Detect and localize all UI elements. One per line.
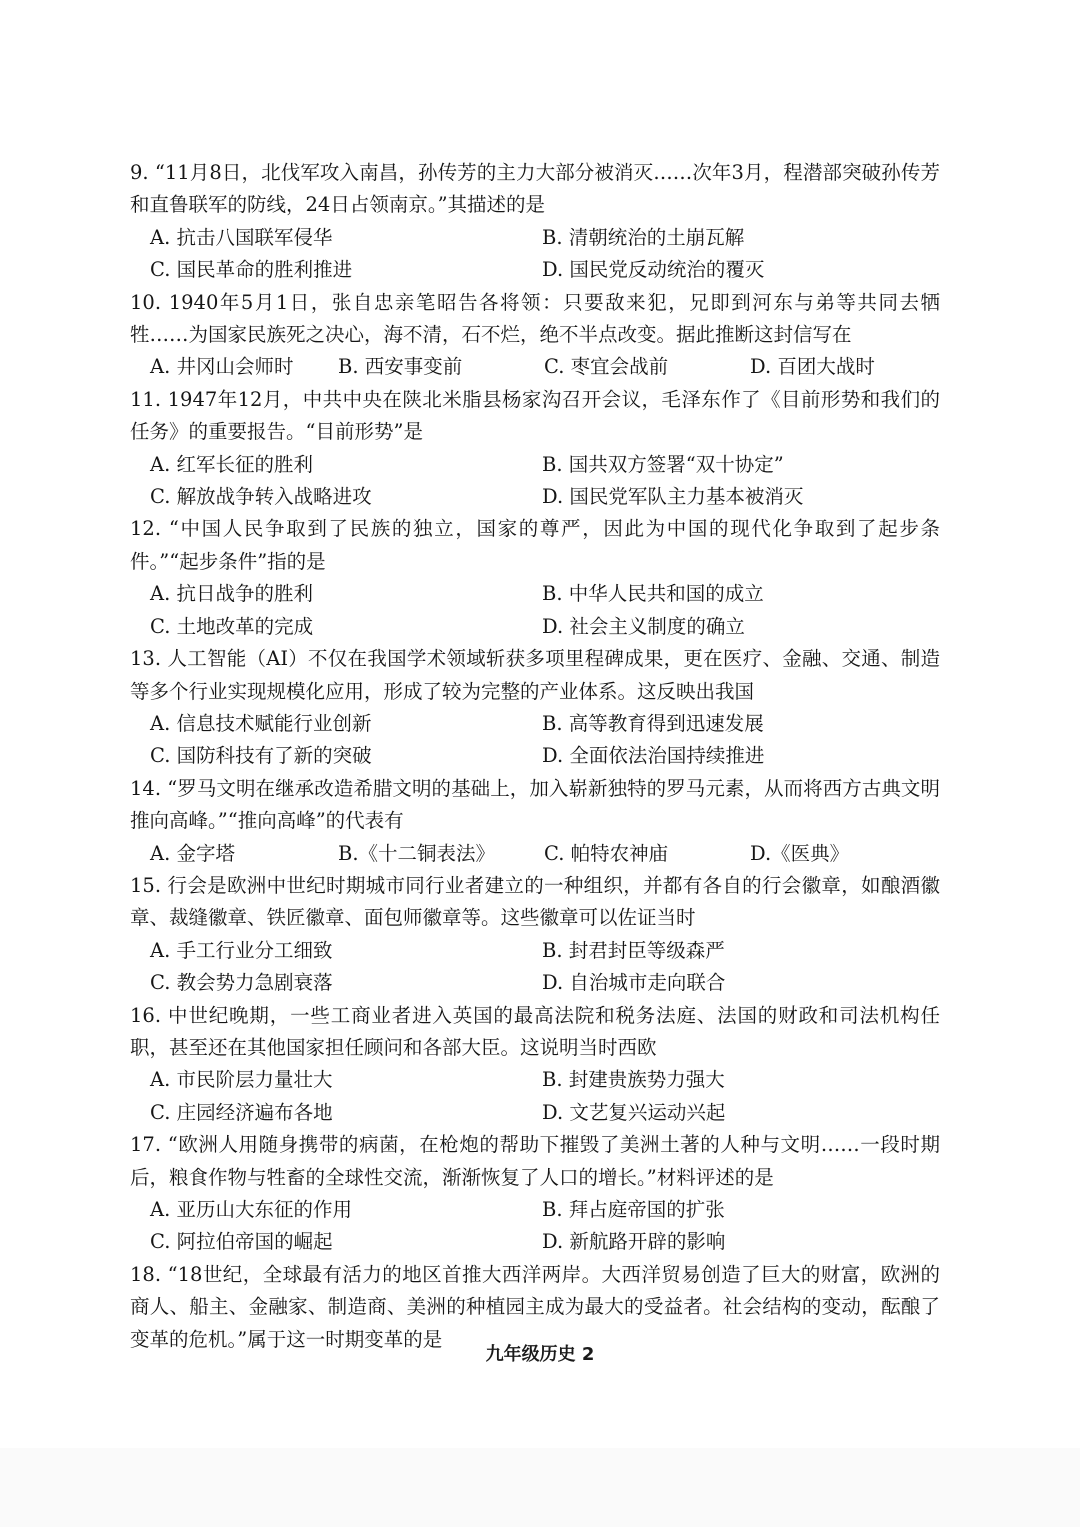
answer-option: D. 新航路开辟的影响 — [542, 1230, 726, 1254]
question-block — [130, 773, 940, 870]
answer-option: B. 拜占庭帝国的扩张 — [542, 1198, 725, 1221]
answer-option: D. 文艺复兴运动兴起 — [542, 1100, 726, 1124]
answer-option: C. 帕特农神庙 — [544, 841, 669, 865]
option-list — [130, 578, 940, 643]
answer-option: A. 信息技术赋能行业创新 — [150, 711, 372, 735]
answer-option: A. 亚历山大东征的作用 — [150, 1198, 352, 1221]
answer-option: C. 土地改革的完成 — [150, 614, 314, 638]
option-list — [130, 222, 940, 287]
question-stem: 16. 中世纪晚期，一些工商业者进入英国的最高法院和税务法庭、法国的财政和司法机构任职，甚至还在其他国家担任顾问和各部大臣。这说明当时西欧 — [130, 1003, 940, 1059]
answer-option: B. 西安事变前 — [338, 355, 463, 379]
question-stem: 18. “18世纪，全球最有活力的地区首推大西洋两岸。大西洋贸易创造了巨大的财富，欧洲的商人、船主、金融家、制造商、美洲的种植园主成为最大的受益者。社会结构的变动，酝酿了变革的危机。”属于这一时期变革的是 — [130, 1262, 940, 1351]
question-block — [130, 384, 940, 514]
answer-option: B.《十二铜表法》 — [338, 841, 496, 865]
question-block — [130, 1000, 940, 1130]
answer-option: A. 抗击八国联军侵华 — [150, 225, 333, 249]
question-stem: 11. 1947年12月，中共中央在陕北米脂县杨家沟召开会议，毛泽东作了《目前形势和我们的任务》的重要报告。“目前形势”是 — [130, 387, 940, 444]
answer-option: B. 封建贵族势力强大 — [542, 1068, 725, 1092]
answer-option: A. 市民阶层力量壮大 — [150, 1068, 333, 1092]
question-block — [130, 513, 940, 643]
answer-option: C. 国民革命的胜利推进 — [150, 258, 353, 282]
question-stem: 10. 1940年5月1日，张自忠亲笔昭告各将领：只要敌来犯，兄即到河东与弟等共同去牺牲……为国家民族死之决心，海不清，石不烂，绝不半点改变。据此推断这封信写在 — [130, 290, 940, 347]
answer-option: B. 中华人民共和国的成立 — [542, 582, 764, 606]
option-list — [130, 351, 940, 383]
option-list — [130, 1064, 940, 1129]
answer-option: B. 国共双方签署“双十协定” — [542, 452, 784, 476]
question-stem: 14. “罗马文明在继承改造希腊文明的基础上，加入崭新独特的罗马元素，从而将西方古典文明推向高峰。”“推向高峰”的代表有 — [130, 776, 940, 833]
option-list — [130, 708, 940, 773]
question-stem: 15. 行会是欧洲中世纪时期城市同行业者建立的一种组织，并都有各自的行会徽章，如酿酒徽章、裁缝徽章、铁匠徽章、面包师徽章等。这些徽章可以佐证当时 — [130, 873, 940, 930]
question-block — [130, 870, 940, 1000]
answer-option: C. 国防科技有了新的突破 — [150, 744, 372, 768]
answer-option: D. 国民党军队主力基本被消灭 — [542, 485, 804, 509]
answer-option: D. 社会主义制度的确立 — [542, 614, 745, 638]
question-stem: 12. “中国人民争取到了民族的独立，国家的尊严，因此为中国的现代化争取到了起步条件。”“起步条件”指的是 — [130, 517, 940, 573]
option-list — [130, 838, 940, 870]
question-list — [130, 157, 940, 1356]
answer-option: A. 井冈山会师时 — [150, 355, 294, 379]
question-block — [130, 157, 940, 287]
answer-option: C. 解放战争转入战略进攻 — [150, 485, 372, 509]
answer-option: B. 封君封臣等级森严 — [542, 938, 725, 962]
question-block — [130, 1129, 940, 1259]
answer-option: D. 百团大战时 — [750, 355, 875, 379]
answer-option: A. 金字塔 — [150, 841, 235, 865]
answer-option: D. 国民党反动统治的覆灭 — [542, 258, 765, 282]
answer-option: A. 红军长征的胜利 — [150, 452, 313, 476]
answer-option: C. 阿拉伯帝国的崛起 — [150, 1230, 333, 1254]
answer-option: D.《医典》 — [750, 841, 850, 865]
answer-option: D. 全面依法治国持续推进 — [542, 744, 765, 768]
answer-option: D. 自治城市走向联合 — [542, 971, 726, 995]
answer-option: C. 枣宜会战前 — [544, 355, 669, 379]
option-list — [130, 1194, 940, 1259]
question-stem: 9. “11月8日，北伐军攻入南昌，孙传芳的主力大部分被消灭……次年3月，程潜部突破孙传芳和直鲁联军的防线，24日占领南京。”其描述的是 — [130, 161, 940, 217]
question-stem: 17. “欧洲人用随身携带的病菌，在枪炮的帮助下摧毁了美洲土著的人种与文明……一段时期后，粮食作物与牲畜的全球性交流，渐渐恢复了人口的增长。”材料评述的是 — [130, 1133, 940, 1189]
scan-margin — [0, 1448, 1080, 1527]
answer-option: A. 手工行业分工细致 — [150, 938, 333, 962]
answer-option: B. 高等教育得到迅速发展 — [542, 711, 764, 735]
answer-option: C. 庄园经济遍布各地 — [150, 1100, 333, 1124]
question-block — [130, 287, 940, 384]
option-list — [130, 935, 940, 1000]
page-footer: 九年级历史 2 — [485, 1344, 595, 1365]
option-list — [130, 449, 940, 514]
answer-option: C. 教会势力急剧衰落 — [150, 971, 333, 995]
answer-option: B. 清朝统治的土崩瓦解 — [542, 225, 745, 249]
answer-option: A. 抗日战争的胜利 — [150, 582, 313, 606]
question-stem: 13. 人工智能（AI）不仅在我国学术领域斩获多项里程碑成果，更在医疗、金融、交通、制造等多个行业实现规模化应用，形成了较为完整的产业体系。这反映出我国 — [130, 647, 940, 703]
question-block — [130, 643, 940, 773]
